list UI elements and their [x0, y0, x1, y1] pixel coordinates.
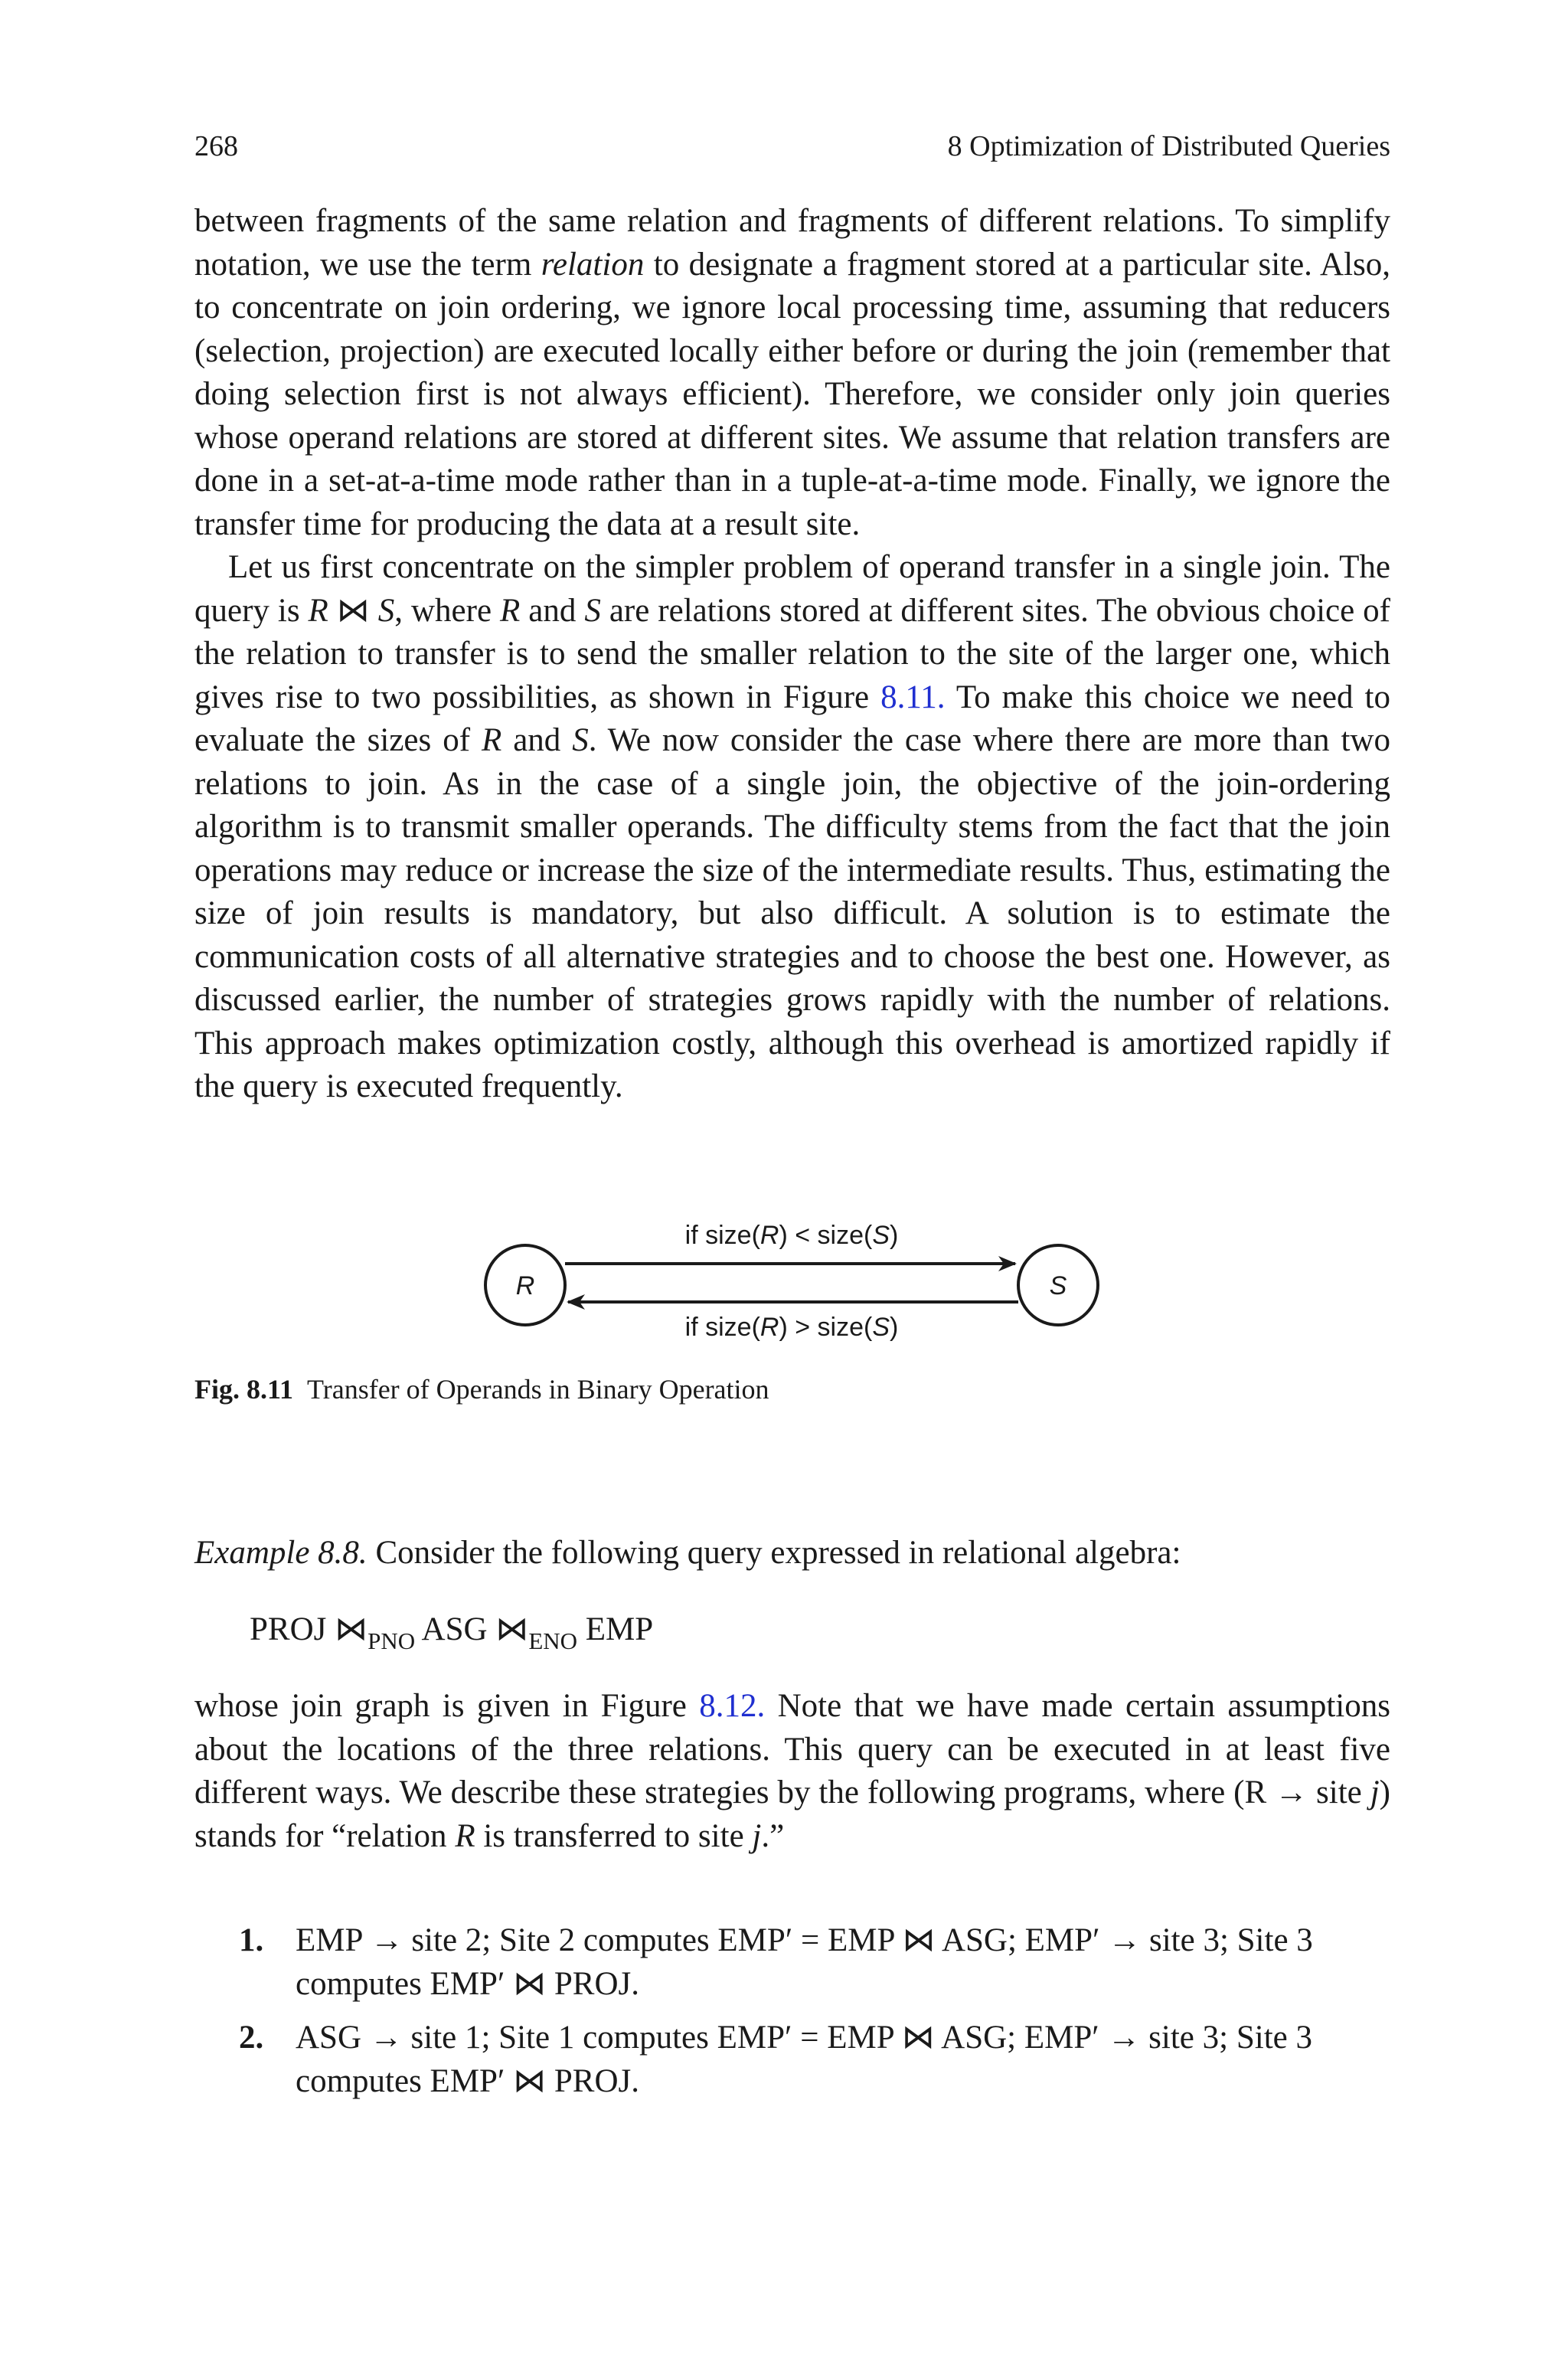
- var-r: R: [500, 592, 521, 629]
- p3-text: ) stands for “relation: [194, 1775, 1390, 1854]
- figure-8-11-link[interactable]: 8.11.: [880, 679, 946, 715]
- figure-8-12-link[interactable]: 8.12.: [699, 1688, 766, 1724]
- var-j: j: [1370, 1775, 1380, 1810]
- var-s: S: [572, 722, 589, 758]
- term-relation: relation: [541, 246, 645, 283]
- p2-text: and: [501, 722, 573, 758]
- strategy-list: [194, 1919, 1390, 2114]
- top-arrow-label: if size(R) < size(S): [684, 1221, 899, 1250]
- body-paragraphs: [194, 200, 1390, 1109]
- running-header: [194, 127, 1390, 165]
- list-item-number: 1.: [239, 1922, 264, 1958]
- join-symbol: ⋈: [328, 592, 378, 629]
- list-item-text: EMP → site 2; Site 2 computes EMP′ = EMP ⋈ ASG; EMP′ → site 3; Site 3 computes EMP′ ⋈ PROJ.: [296, 1922, 1313, 2002]
- chapter-title: 8 Optimization of Distributed Queries: [947, 130, 1390, 162]
- example-heading: [194, 1532, 1390, 1575]
- list-item-number: 2.: [239, 2020, 264, 2056]
- list-item: [194, 1919, 1390, 2006]
- p2-text: and: [520, 592, 585, 629]
- p3-text: Note that we have made certain assumptions about the locations of the three relations. This query can be executed in at least five different ways. We describe these strategies by the following programs, where (R → site: [194, 1688, 1390, 1810]
- var-r: R: [481, 722, 502, 758]
- p2-text: To make this choice we need to evaluate the sizes of: [194, 679, 1390, 758]
- p2-text: . We now consider the case where there are more than two relations to join. As in the case of a single join, the objective of the join-ordering algorithm is to transmit smaller operands. The difficulty stems from the fact that the join operations may reduce or increase the size of the intermediate results. Thus, estimating the size of join results is mandatory, but also difficult. A solution is to estimate the communication costs of all alternative strategies and to choose the best one. However, as discussed earlier, the number of strategies grows rapidly with the number of relations. This approach makes optimization costly, although this overhead is amortized rapidly if the query is executed frequently.: [194, 722, 1390, 1104]
- p2-text: are relations stored at different sites. The obvious choice of the relation to transfer is to send the smaller relation to the site of the larger one, which gives rise to two possibilities, as shown in Figure: [194, 592, 1391, 715]
- caption-label: Fig. 8.11: [194, 1374, 294, 1405]
- figure-8-11: [194, 1209, 1390, 1362]
- var-s: S: [584, 592, 601, 629]
- var-r: R: [455, 1817, 475, 1854]
- paragraph-1-text-end: to designate a fragment stored at a particular site. Also, to concentrate on join ordering, we ignore local processing time, assuming that reducers (selection, projection) are executed locally either before or during the join (remember that doing selection first is not always efficient). Therefore, we consider only join queries whose operand relations are stored at different sites. We assume that relation transfers are done in a set-at-a-time mode rather than in a tuple-at-a-time mode. Finally, we ignore the transfer time for producing the data at a result site.: [194, 246, 1391, 542]
- paragraph-1: [194, 200, 1390, 546]
- example-text: Consider the following query expressed in relational algebra:: [367, 1535, 1181, 1571]
- formula-subscript: PNO: [368, 1627, 416, 1654]
- list-item: [194, 2017, 1390, 2103]
- p2-text: , where: [394, 592, 501, 629]
- paragraph-1-text: between fragments of the same relation and fragments of different relations. To simplify notation, we use the term: [194, 203, 1390, 283]
- bottom-arrow-label: if size(R) > size(S): [684, 1313, 899, 1342]
- page-number: 268: [194, 130, 238, 162]
- caption-text: Transfer of Operands in Binary Operation: [307, 1374, 769, 1405]
- paragraph-2: [194, 546, 1390, 1109]
- formula-part: EMP: [577, 1611, 654, 1647]
- p2-text: Let us first concentrate on the simpler problem of operand transfer in a single join. The query is: [194, 549, 1390, 629]
- formula-part: PROJ ⋈: [250, 1611, 368, 1647]
- node-s-label: S: [1049, 1271, 1067, 1300]
- list-item-text: ASG → site 1; Site 1 computes EMP′ = EMP ⋈ ASG; EMP′ → site 3; Site 3 computes EMP′ ⋈ PROJ.: [296, 2020, 1312, 2099]
- example-label: Example 8.8.: [194, 1535, 368, 1571]
- query-formula: [250, 1608, 653, 1653]
- transfer-diagram: [194, 1209, 1390, 1362]
- node-r-label: R: [515, 1271, 535, 1300]
- formula-part: ASG ⋈: [415, 1611, 529, 1647]
- var-s: S: [377, 592, 395, 629]
- formula-subscript: ENO: [528, 1627, 578, 1654]
- figure-caption: [194, 1371, 769, 1408]
- var-j: j: [752, 1817, 762, 1854]
- paragraph-3: [194, 1685, 1390, 1858]
- p3-text: whose join graph is given in Figure: [194, 1688, 700, 1724]
- var-r: R: [308, 592, 328, 629]
- p3-text: .”: [761, 1817, 785, 1854]
- p3-text: is transferred to site: [475, 1817, 753, 1854]
